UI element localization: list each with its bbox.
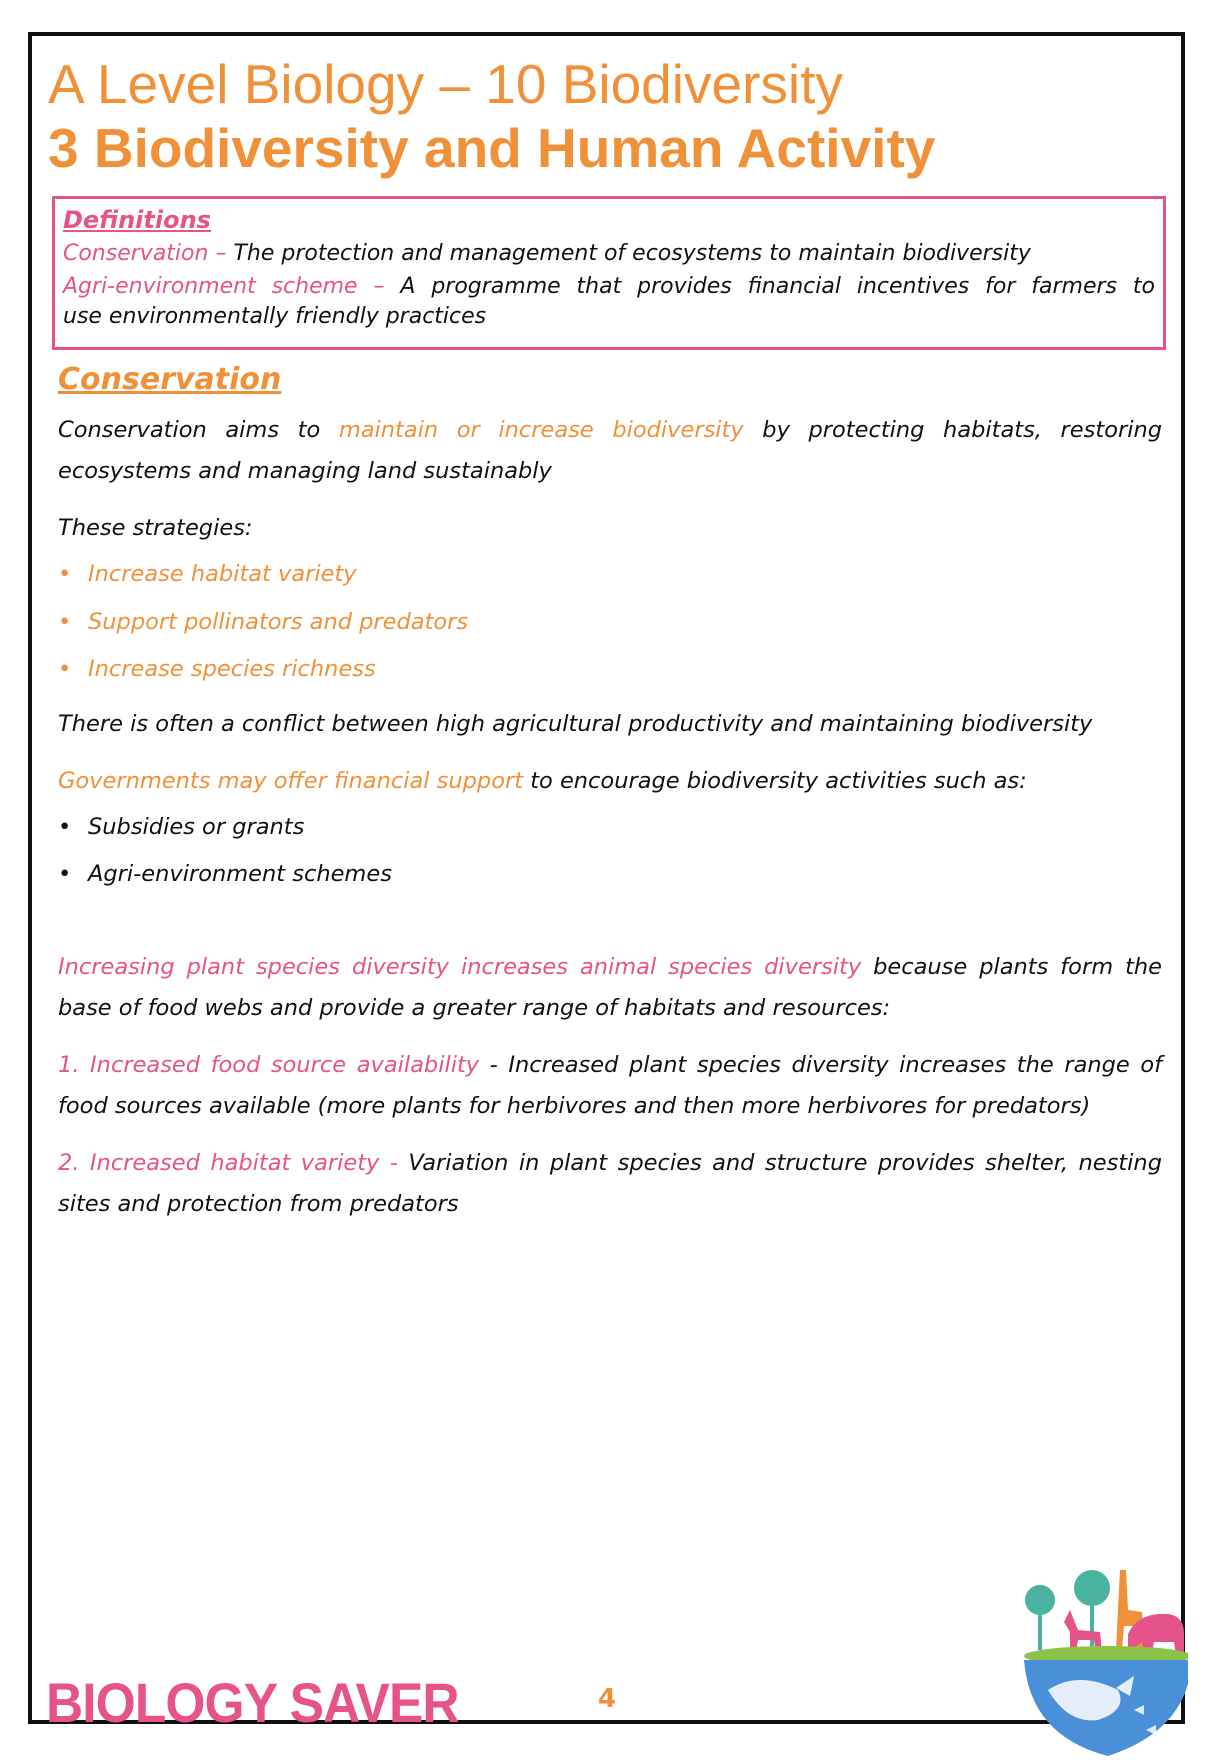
definition-text: A programme that provides financial incentives for farmers to — [400, 274, 1155, 299]
government-support: Governments may offer financial support to encourage biodiversity activities such as: — [58, 767, 1027, 794]
highlight-text: Governments may offer financial support — [58, 767, 524, 794]
definitions-box — [52, 196, 1166, 350]
main-content — [58, 356, 1162, 1241]
page-frame — [28, 32, 1185, 1734]
bullet-icon: • — [58, 608, 72, 635]
list-item: • Subsidies or grants — [58, 804, 1162, 852]
animals-globe-icon — [1008, 1560, 1188, 1764]
point-label: 1. Increased food source availability — [58, 1051, 480, 1078]
highlight-text: maintain or increase biodiversity — [338, 417, 744, 443]
definition-agri-scheme — [63, 270, 1155, 303]
biology-saver-logo: BIOLOGY SAVER — [46, 1671, 459, 1734]
bullet-icon: • — [58, 656, 72, 682]
list-item: • Agri-environment schemes — [58, 851, 1162, 899]
definition-agri-scheme-cont: use environmentally friendly practices — [63, 304, 487, 329]
bullet-icon: • — [58, 861, 72, 887]
page-subtitle: 3 Biodiversity and Human Activity — [48, 117, 936, 179]
bullet-icon: • — [58, 813, 72, 840]
list-item: • Increase species richness — [58, 646, 1162, 694]
strategies-label: These strategies: — [58, 515, 253, 541]
section-heading-conservation: Conservation — [58, 362, 282, 397]
page-title: A Level Biology – 10 Biodiversity — [48, 53, 843, 115]
definition-text: The protection and management of ecosystems to maintain biodiversity — [233, 241, 1031, 266]
list-item: • Support pollinators and predators — [58, 599, 1162, 647]
definition-term: Agri-environment scheme – — [63, 274, 401, 299]
point-label: 2. Increased habitat variety - — [58, 1149, 398, 1176]
page-number: 4 — [597, 1684, 617, 1714]
strategies-list — [58, 551, 1162, 694]
point-habitat-variety: 2. Increased habitat variety - Variation in plant species and structure provides shelter, nesting sites and protection from predators — [58, 1149, 1162, 1217]
spacer — [58, 909, 1162, 947]
conflict-statement: There is often a conflict between high agricultural productivity and maintaining biodiversity — [58, 710, 1093, 737]
list-item: • Increase habitat variety — [58, 551, 1162, 599]
definition-conservation — [63, 237, 1155, 270]
support-list — [58, 804, 1162, 899]
bullet-icon: • — [58, 561, 72, 587]
conservation-intro: Conservation aims to maintain or increase biodiversity by protecting habitats, restoring ecosystems and managing land sustainably — [58, 417, 1163, 484]
definitions-heading: Definitions — [63, 206, 211, 234]
highlight-text: Increasing plant species diversity increases animal species diversity — [58, 953, 862, 980]
definition-term: Conservation – — [63, 241, 234, 266]
point-food-sources: 1. Increased food source availability - Increased plant species diversity increases the range of food sources available (more plants for herbivores and then more herbivores for predators) — [58, 1051, 1163, 1119]
plant-diversity-statement: Increasing plant species diversity increases animal species diversity because plants form the base of food webs and provide a greater range of habitats and resources: — [58, 953, 1162, 1021]
